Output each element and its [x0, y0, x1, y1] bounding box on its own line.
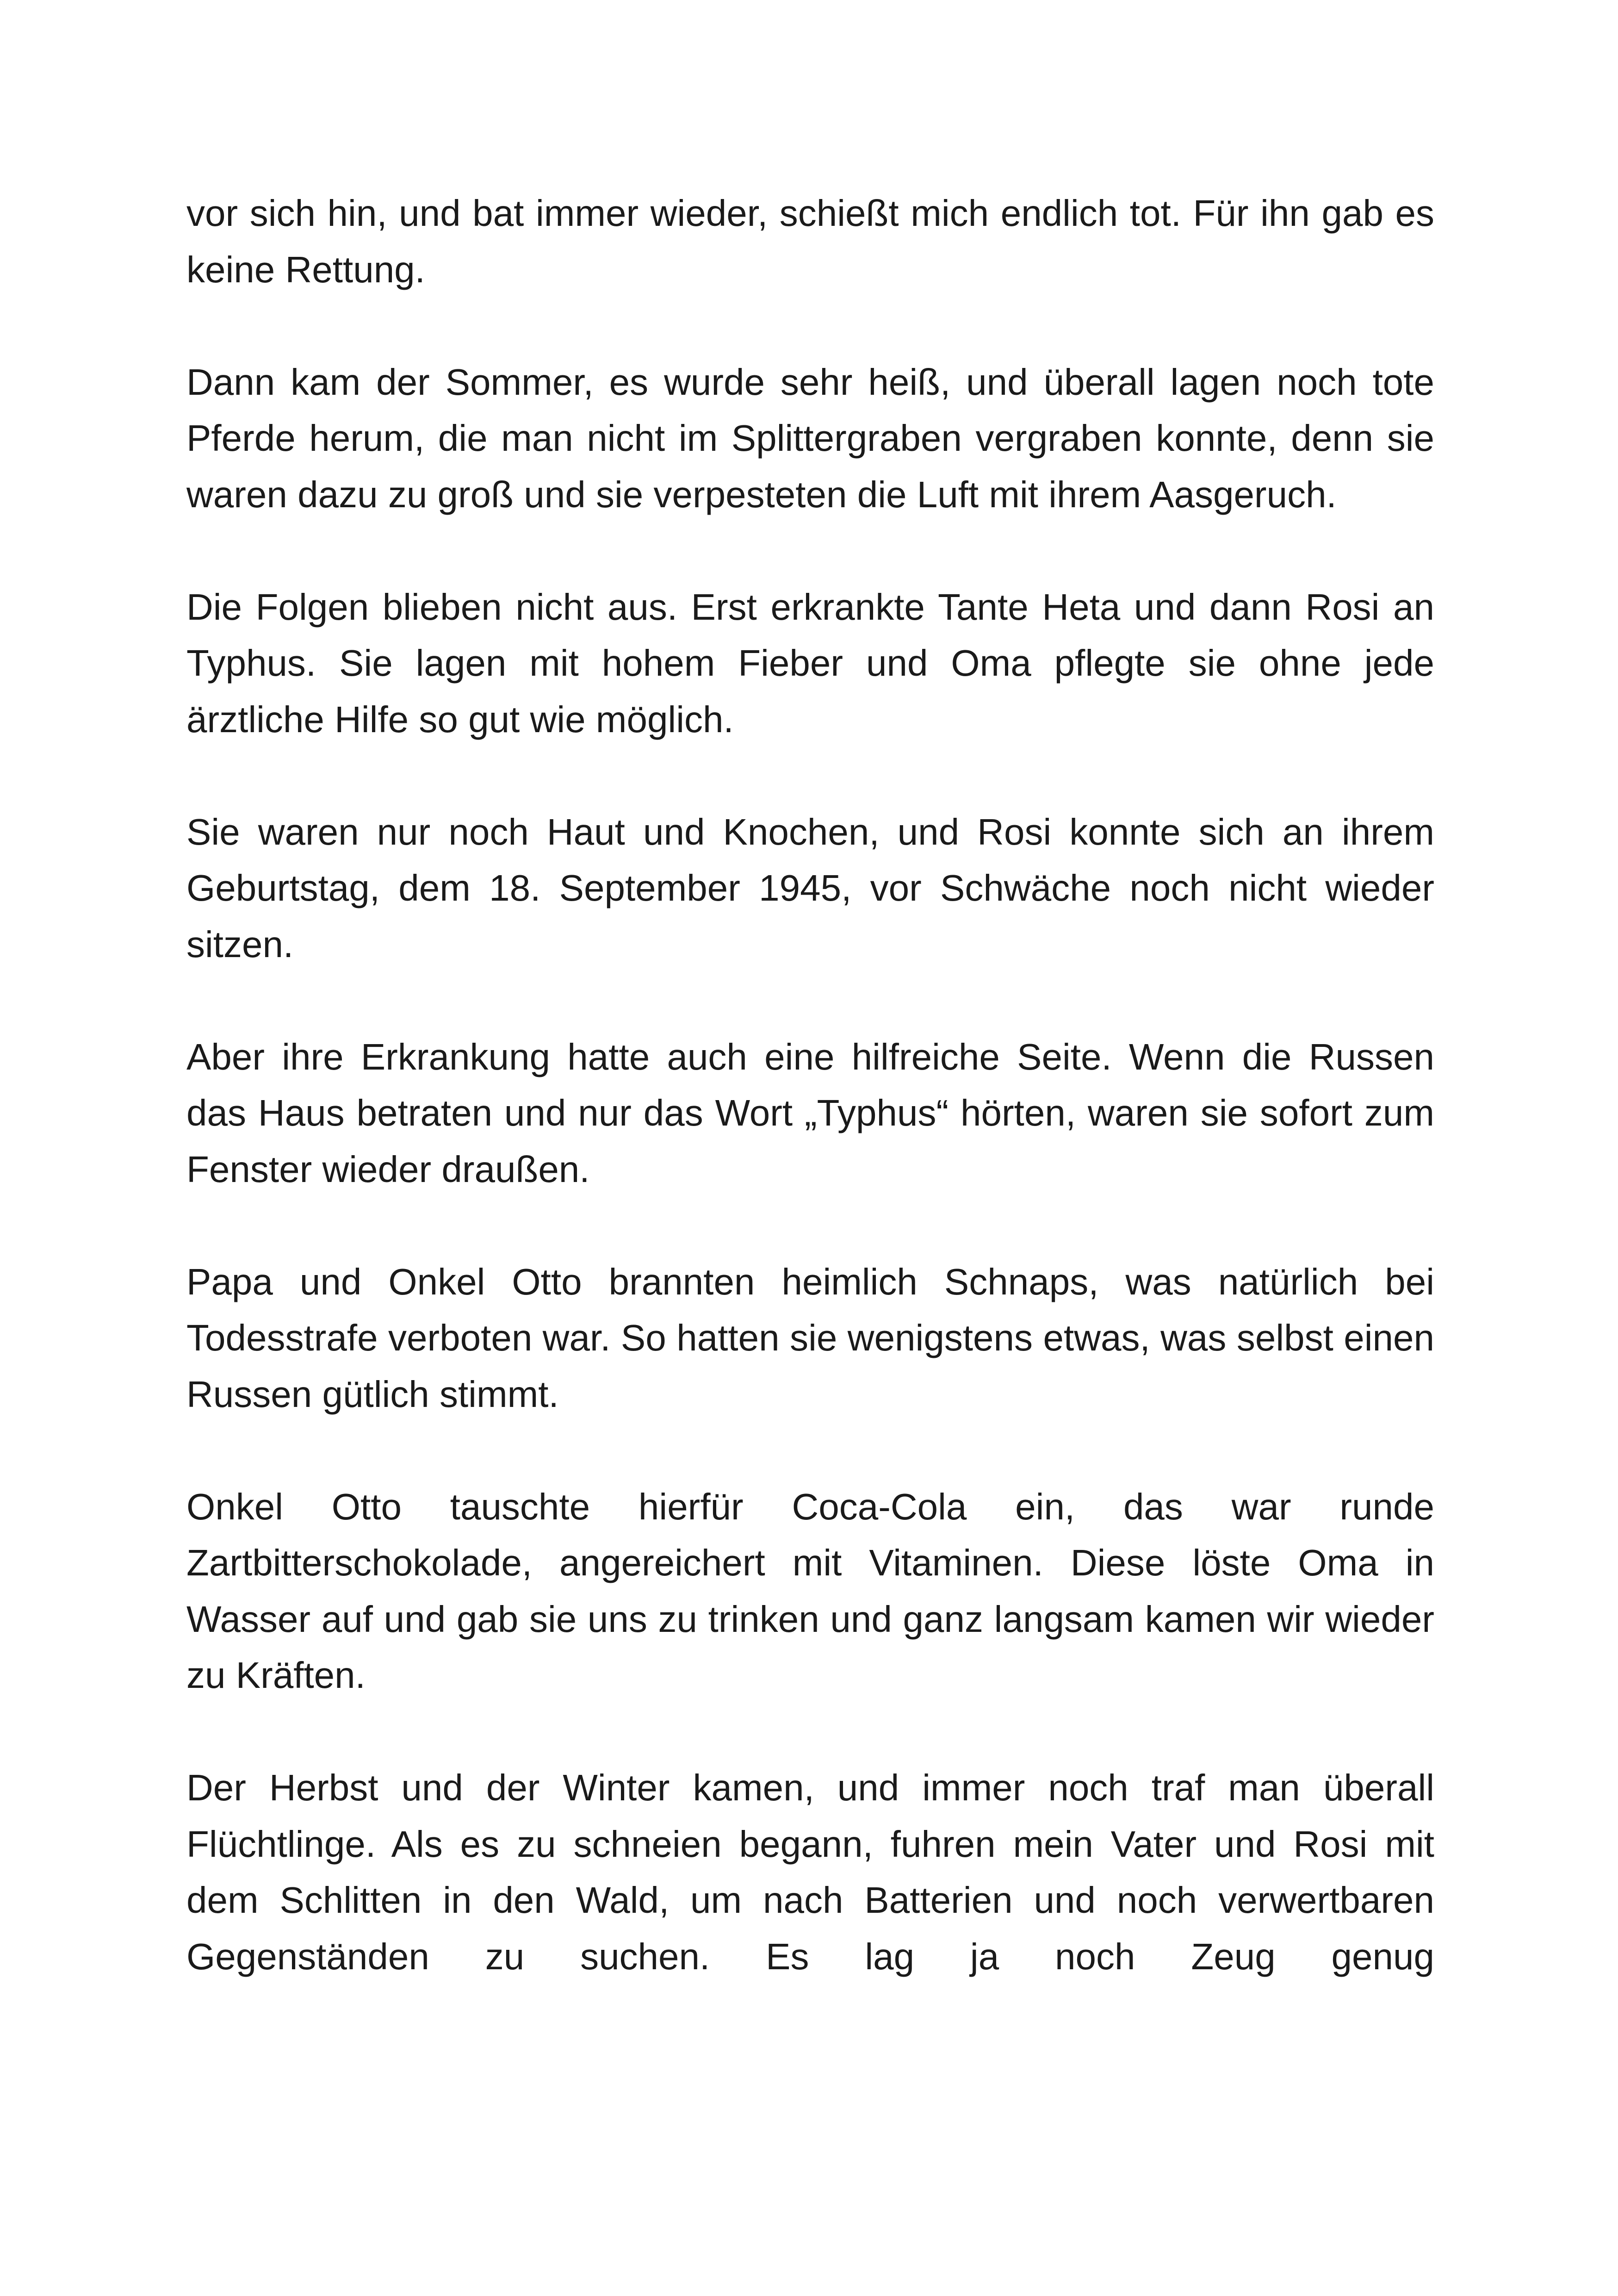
paragraph-2: Dann kam der Sommer, es wurde sehr heiß, und überall lagen noch tote Pferde herum, die man nicht im Splittergraben vergraben konnte, denn sie waren dazu zu groß und sie verpesteten die Luft mit ihrem Aasgeruch.: [186, 361, 1434, 515]
document-body: [186, 185, 1434, 1985]
paragraph-5: Aber ihre Erkrankung hatte auch eine hilfreiche Seite. Wenn die Russen das Haus betraten und nur das Wort „Typhus“ hörten, waren sie sofort zum Fenster wieder draußen.: [186, 1036, 1434, 1190]
paragraph-6: Papa und Onkel Otto brannten heimlich Schnaps, was natürlich bei Todesstrafe verboten war. So hatten sie wenigstens etwas, was selbst einen Russen gütlich stimmt.: [186, 1261, 1434, 1415]
paragraph-3: Die Folgen blieben nicht aus. Erst erkrankte Tante Heta und dann Rosi an Typhus. Sie lagen mit hohem Fieber und Oma pflegte sie ohne jede ärztliche Hilfe so gut wie möglich.: [186, 586, 1434, 740]
paragraph-1: vor sich hin, und bat immer wieder, schießt mich endlich tot. Für ihn gab es keine Rettung.: [186, 193, 1434, 290]
paragraph-7: Onkel Otto tauschte hierfür Coca-Cola ein, das war runde Zartbitterschokolade, angereichert mit Vitaminen. Diese löste Oma in Wasser auf und gab sie uns zu trinken und ganz langsam kamen wir wieder zu Kräften.: [186, 1486, 1434, 1696]
paragraph-8: Der Herbst und der Winter kamen, und immer noch traf man überall Flüchtlinge. Als es zu schneien begann, fuhren mein Vater und Rosi mit dem Schlitten in den Wald, um nach Batterien und noch verwertbaren Gegenständen zu suchen. Es lag ja noch Zeug genug: [186, 1767, 1434, 1977]
paragraph-4: Sie waren nur noch Haut und Knochen, und Rosi konnte sich an ihrem Geburtstag, dem 18. September 1945, vor Schwäche noch nicht wieder sitzen.: [186, 811, 1434, 965]
